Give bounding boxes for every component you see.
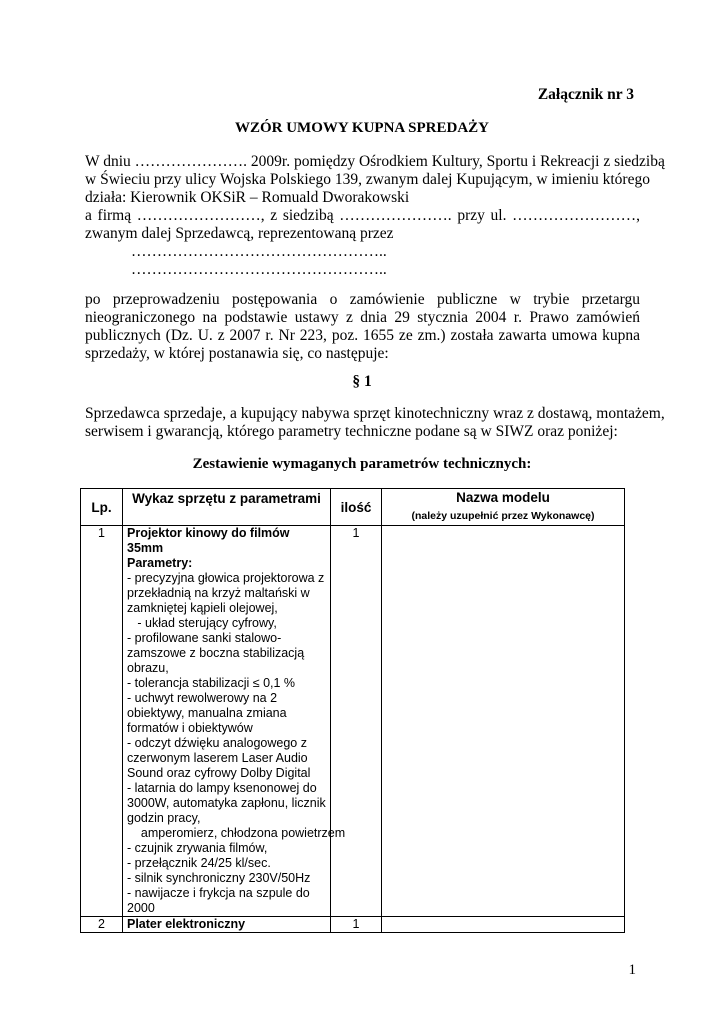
model-name-cell [382, 526, 625, 917]
header-model-name-note: (należy uzupełnić przez Wykonawcę) [411, 510, 595, 522]
representative-dots-1: ………………………………………….. [131, 243, 387, 260]
intro-line-3: działa: Kierownik OKSiR – Romuald Dworakowski [85, 189, 410, 206]
item-description [123, 526, 346, 917]
header-model-name-label: Nazwa modelu [456, 490, 550, 505]
procurement-line-2: nieograniczonego na podstawie ustawy z dnia 29 stycznia 2004 r. Prawo zamówień [85, 309, 640, 326]
procurement-line-1: po przeprowadzeniu postępowania o zamówienie publiczne w trybie przetargu [85, 291, 640, 308]
intro-line-5: zwanym dalej Sprzedawcą, reprezentowaną przez [85, 225, 394, 242]
table-title: Zestawienie wymaganych parametrów technicznych: [192, 456, 532, 472]
model-name-cell [382, 917, 625, 933]
table-row [81, 917, 625, 933]
row-number: 1 [81, 526, 123, 917]
spec-line: - przełącznik 24/25 kl/sec. [127, 856, 271, 870]
item-title: Projektor kinowy do filmów 35mm [127, 526, 290, 555]
parameters-label: Parametry: [127, 556, 193, 570]
spec-line: - precyzyjna głowica projektorowa z przekładnią na krzyż maltański w zamkniętej kąpieli olejowej, [127, 571, 325, 615]
procurement-line-3: publicznych (Dz. U. z 2007 r. Nr 223, poz. 1655 ze zm.) została zawarta umowa kupna [85, 327, 640, 344]
section-text-line-1: Sprzedawca sprzedaje, a kupujący nabywa sprzęt kinotechniczny wraz z dostawą, montażem, [85, 405, 665, 422]
annex-label: Załącznik nr 3 [537, 86, 634, 103]
representative-dots-2: ………………………………………….. [131, 261, 387, 278]
header-model-name [382, 489, 625, 526]
spec-line: - latarnia do lampy ksenonowej do 3000W, automatyka zapłonu, licznik godzin pracy, [127, 781, 326, 825]
procurement-line-4: sprzedaży, w której postanawia się, co następuje: [85, 345, 389, 362]
section-text-line-2: serwisem i gwarancją, którego parametry techniczne podane są w SIWZ oraz poniżej: [85, 423, 618, 440]
page-number: 1 [628, 962, 636, 978]
spec-line: - czujnik zrywania filmów, [127, 841, 268, 855]
spec-line: - silnik synchroniczny 230V/50Hz [127, 871, 311, 885]
quantity-cell: 1 [331, 917, 382, 933]
header-quantity: ilość [331, 489, 382, 526]
header-equipment-list: Wykaz sprzętu z parametrami [123, 489, 331, 526]
intro-line-1: W dniu …………………. 2009r. pomiędzy Ośrodkiem Kultury, Sportu i Rekreacji z siedzibą [85, 153, 665, 170]
document-title: WZÓR UMOWY KUPNA SPREDAŻY [234, 120, 490, 136]
spec-line: - odczyt dźwięku analogowego z czerwonym laserem Laser Audio Sound oraz cyfrowy Dolby Digital [127, 736, 311, 780]
intro-line-4: a firmą ……………………, z siedzibą …………………. przy ul. ……………………, [85, 207, 640, 224]
section-mark: § 1 [352, 373, 372, 390]
spec-line: amperomierz, chłodzona powietrzem [127, 826, 346, 840]
spec-line: - nawijacze i frykcja na szpule do 2000 [127, 886, 310, 915]
header-lp: Lp. [81, 489, 123, 526]
quantity-cell: 1 [331, 526, 382, 917]
spec-line: - układ sterujący cyfrowy, [127, 616, 277, 630]
item-title: Plater elektroniczny [123, 917, 331, 933]
row-number: 2 [81, 917, 123, 933]
intro-line-2: w Świeciu przy ulicy Wojska Polskiego 139, zwanym dalej Kupującym, w imieniu którego [85, 171, 650, 188]
spec-line: - tolerancja stabilizacji ≤ 0,1 % [127, 676, 296, 690]
table-header-row [81, 489, 625, 526]
spec-line: - uchwyt rewolwerowy na 2 obiektywy, manualna zmiana formatów i obiektywów [127, 691, 287, 735]
spec-line: - profilowane sanki stalowo-zamszowe z boczna stabilizacją obrazu, [127, 631, 305, 675]
parameters-table [80, 488, 625, 933]
table-row [81, 526, 625, 917]
